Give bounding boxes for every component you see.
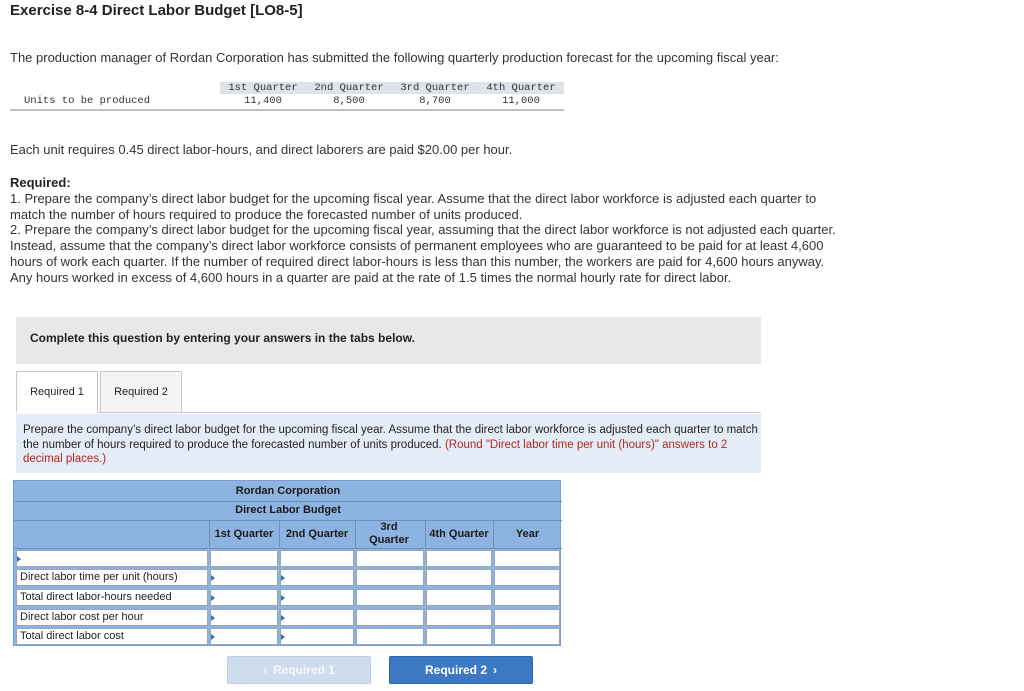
cell-q3-input[interactable] <box>356 589 424 606</box>
cell-year-input[interactable] <box>494 609 560 626</box>
col-header-year: Year <box>515 528 540 540</box>
tab-required-1[interactable] <box>16 371 98 413</box>
banner-text: Complete this question by entering your answers in the tabs below. <box>30 331 415 345</box>
row-label-cost-per-hour: Direct labor cost per hour <box>16 609 208 626</box>
cell-q1-input[interactable] <box>210 569 278 586</box>
rounding-note: (Round "Direct labor time per unit (hours)" answers to 2 decimal places.) <box>23 438 728 466</box>
exercise-title: Exercise 8-4 Direct Labor Budget [LO8-5] <box>10 2 303 19</box>
forecast-col-header: 1st Quarter <box>228 82 298 94</box>
prev-button-label: Required 1 <box>272 663 335 677</box>
forecast-value: 11,000 <box>502 95 540 107</box>
cell-q2-input[interactable] <box>280 569 354 586</box>
forecast-divider <box>10 109 564 111</box>
row-label-total-cost: Total direct labor cost <box>16 628 208 645</box>
cell-q4-input[interactable] <box>426 550 492 567</box>
cell-q1-input[interactable] <box>210 628 278 645</box>
required-item-2: 2. Prepare the company’s direct labor budget for the upcoming fiscal year, assuming that the direct labor workforce is not adjusted each quarter. Instead, assume that the company’s direct labor workforce consists of permanent employees who are guaranteed to be paid for at least 4,600 hours of work each quarter. If the number of required direct labor-hours is less than this number, the workers are paid for 4,600 hours anyway. Any hours worked in excess of 4,600 hours in a quarter are paid at the rate of 1.5 times the normal hourly rate for direct labor. <box>10 222 836 285</box>
cell-q2-input[interactable] <box>280 589 354 606</box>
tab-label: Required 2 <box>114 386 168 398</box>
cell-year-input[interactable] <box>494 569 560 586</box>
forecast-value: 8,700 <box>419 95 451 107</box>
cell-q4-input[interactable] <box>426 628 492 645</box>
cell-q3-input[interactable] <box>356 550 424 567</box>
cell-year-input[interactable] <box>494 628 560 645</box>
cell-q4-input[interactable] <box>426 609 492 626</box>
cell-q3-input[interactable] <box>356 628 424 645</box>
col-header-q4: 4th Quarter <box>429 528 489 540</box>
budget-row-label-input[interactable] <box>16 550 208 567</box>
row-label-labor-time: Direct labor time per unit (hours) <box>16 569 208 586</box>
cell-q4-input[interactable] <box>426 589 492 606</box>
budget-title: Direct Labor Budget <box>235 504 341 516</box>
instructions-banner <box>16 317 761 364</box>
cell-year-input[interactable] <box>494 589 560 606</box>
header-divider <box>14 520 562 521</box>
prev-required-button[interactable] <box>227 656 371 684</box>
cell-q4-input[interactable] <box>426 569 492 586</box>
required-item-1: 1. Prepare the company’s direct labor budget for the upcoming fiscal year. Assume that the direct labor workforce is adjusted each quarter to match the number of hours required to produce the forecasted number of units produced. <box>10 190 817 222</box>
forecast-col-header: 2nd Quarter <box>314 82 384 94</box>
budget-company-name: Rordan Corporation <box>235 485 341 497</box>
cell-q3-input[interactable] <box>356 569 424 586</box>
instruction-panel <box>16 414 761 473</box>
forecast-value: 11,400 <box>244 95 282 107</box>
next-required-button[interactable] <box>389 656 533 684</box>
cell-q2-input[interactable] <box>280 550 354 567</box>
col-header-q3: 3rd Quarter <box>369 521 409 546</box>
col-divider <box>355 521 356 549</box>
required-section <box>10 175 840 286</box>
forecast-row-label: Units to be produced <box>24 95 151 107</box>
header-divider <box>14 548 562 549</box>
cell-q1-input[interactable] <box>210 609 278 626</box>
budget-table <box>13 480 561 646</box>
cell-q2-input[interactable] <box>280 609 354 626</box>
next-button-label: Required 2 <box>424 663 487 677</box>
col-header-q1: 1st Quarter <box>214 528 274 540</box>
cell-year-input[interactable] <box>494 550 560 567</box>
unit-info-text: Each unit requires 0.45 direct labor-hours, and direct laborers are paid $20.00 per hour. <box>10 142 513 157</box>
forecast-value: 8,500 <box>333 95 365 107</box>
tab-divider <box>16 412 761 413</box>
tab-required-2[interactable] <box>100 371 182 413</box>
required-heading: Required: <box>10 175 71 190</box>
chevron-left-icon: ‹ <box>262 663 267 677</box>
cell-q2-input[interactable] <box>280 628 354 645</box>
header-divider <box>14 501 562 502</box>
cell-q3-input[interactable] <box>356 609 424 626</box>
forecast-col-header: 4th Quarter <box>486 82 556 94</box>
col-header-q2: 2nd Quarter <box>285 528 349 540</box>
row-label-total-hours: Total direct labor-hours needed <box>16 589 208 606</box>
chevron-right-icon: › <box>493 663 497 677</box>
cell-q1-input[interactable] <box>210 589 278 606</box>
instruction-text: Prepare the company’s direct labor budget for the upcoming fiscal year. Assume that the direct labor workforce is adjusted each quarter to match the number of hours required to produce the forecasted number of units produced. <box>23 424 758 451</box>
intro-text: The production manager of Rordan Corporation has submitted the following quarterly production forecast for the upcoming fiscal year: <box>10 50 779 65</box>
tab-label: Required 1 <box>30 386 84 398</box>
forecast-col-header: 3rd Quarter <box>400 82 470 94</box>
cell-q1-input[interactable] <box>210 550 278 567</box>
